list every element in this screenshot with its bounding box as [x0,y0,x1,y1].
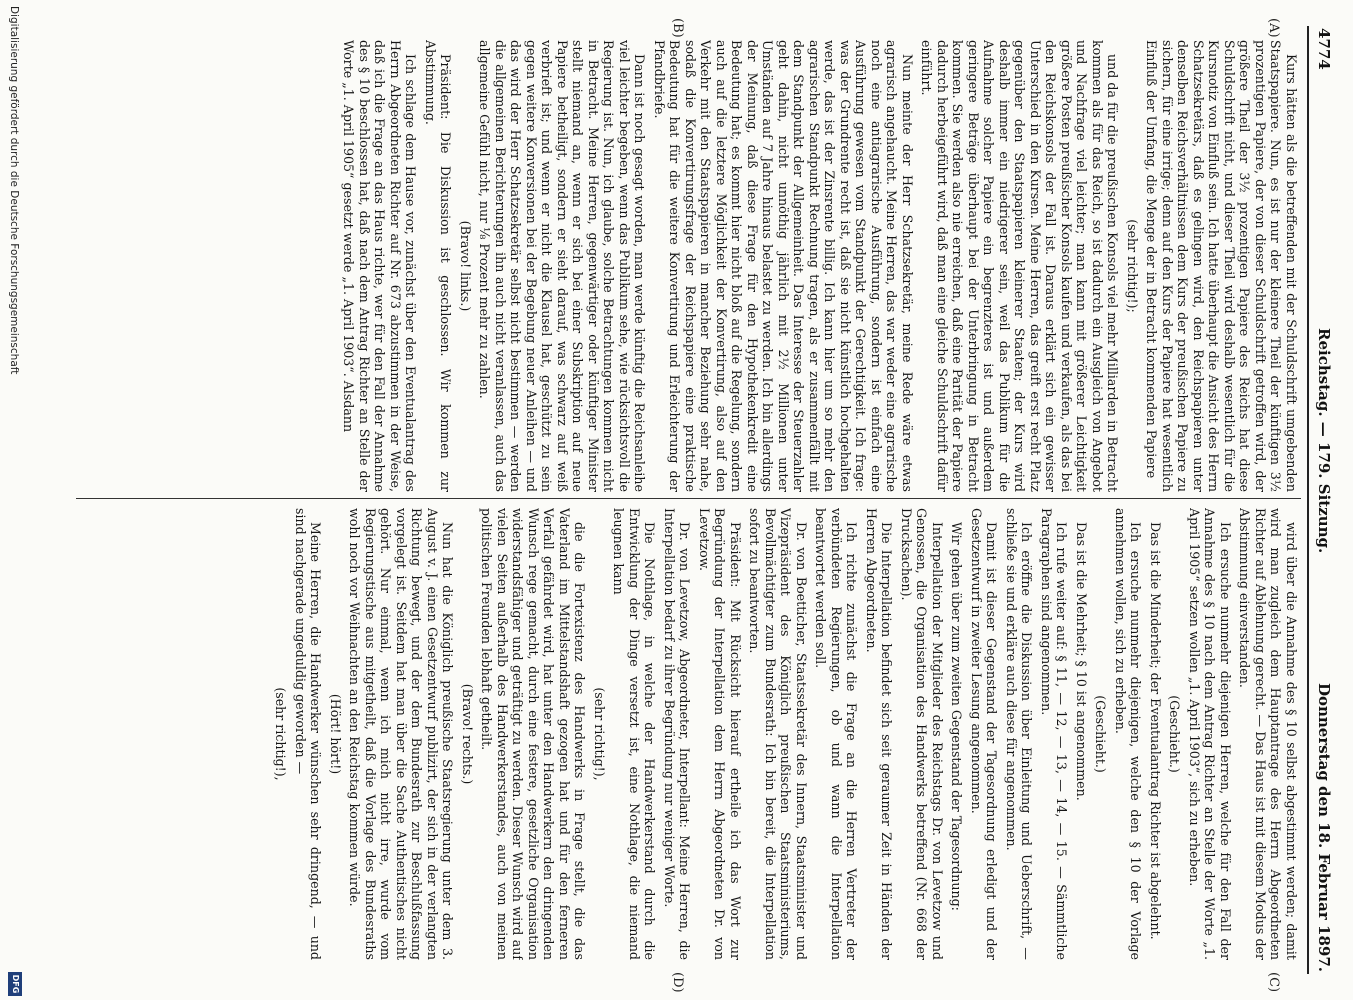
interjection: (Bravo! rechts.) [460,683,475,785]
agenda-item-heading: Interpellation der Mitglieder des Reichstags Dr. von Levetzow und Genossen, die Organisation des Handwerks betreffend (Nr. 668 der Drucksachen). [899,508,945,960]
paragraph: Die Nothlage, in welche der Handwerkerstand durch die Entwicklung der Dinge versetzt ist, eine Nothlage, die niemand leugnen kann [611,508,658,960]
right-column [79,508,1299,960]
margin-marker-a: (A) [1266,18,1281,38]
margin-marker-d: (D) [670,972,685,993]
paragraph: Dann ist noch gesagt worden, man werde künftig die Reichsanleihe viel leichter begeben, wenn das Publikum sehe, wie rücksichtsvoll die Regierung ist. Nun, ich glaube, solche Betrachtungen kommen nicht in Betracht. Meine Herren, gegenwärtiger oder künftiger Minister stellt niemand an, wenn er sich bei einer Subskription auf neue Papiere betheiligt, sondern er sieht darauf, was schwarz auf weiß verbrieft ist; und wenn er nicht die Klausel hat, geschützt zu sein gegen weitere Konversionen bei der Begebung neuer Anleihen — und das wird der Herr Schatzsekretär selbst nicht bestimmen — werden die allgemeinen Berichterungen ihn auch nicht veranlassen, auch das allgemeine Gefühl nicht, nur ⅛ Prozent mehr zu zahlen. [477,40,648,492]
paragraph: Ich eröffne die Diskussion über Einleitung und Ueberschrift, — schließe sie und erkläre auch diese für angenommen. [1004,508,1035,960]
paragraph: Dr. von Boetticher, Staatssekretär des Innern, Staatsminister und Vizepräsident des Königlich preußischen Staatsministeriums, Bevollmächtigter zum Bundesrath: Ich bin bereit, die Interpellation sofort zu beantworten. [747,508,809,960]
session-title: Reichstag. — 179. Sitzung. [1315,328,1333,554]
paragraph: Präsident: Mit Rücksicht hierauf ertheile ich das Wort zur Begründung der Interpellation dem Herrn Abgeordneten Dr. von Levetzow. [697,508,743,960]
column-divider [76,498,1301,499]
paragraph: Kurs hätten als die betreffenden mit der Schuldschrift umgebenden Staatspapiere. Nun, es ist nur der kleinere Theil der künftigen 3½ prozentigen Papiere, der von dieser Schuldschrift getroffen wird, der größere Theil der 3½ prozentigen Papiere des Reichs hat diese Schuldschrift nicht, und dieser Theil wird deshalb wesentlich für die Kursnotiz von Einfluß sein. Ich hatte überhaupt die Ansicht des Herrn Schatzsekretärs, daß es gelingen wird, den Reichspapieren unter denselben Reichsverhältnissen dem Kurs der preußischen Papiere zu sichern, für eine irrige; denn auf den Kurs der Papiere hat wesentlich Einfluß der Umfang, die Menge der in Betracht kommenden Papiere [1144,40,1299,492]
interjection: (sehr richtig!), [273,687,289,781]
page-number: 4774 [1315,28,1333,70]
margin-marker-c: (C) [1266,972,1281,993]
digitization-footer [3,0,25,1000]
left-column [79,40,1299,492]
interjection: (Geschieht.) [1093,695,1109,773]
interjection: (Bravo! links.) [458,220,473,312]
interjection: (sehr richtig!), [592,687,607,781]
paragraph: Dr. von Levetzow, Abgeordneter, Interpellant: Meine Herren, die Interpellation bedarf zu ihrer Begründung nur weniger Worte. [662,508,693,960]
dfg-logo: DFG [8,972,22,996]
interjection: (Geschieht.) [1167,695,1183,773]
funding-note: Digitalisierung gefördert durch die Deutsche Forschungsgemeinschaft [8,6,20,375]
paragraph: Meine Herren, die Handwerker wünschen sehr dringend, — und sind nachgerade ungeduldig geworden — [293,508,324,960]
paragraph: Präsident: Die Diskussion ist geschlossen. Wir kommen zur Abstimmung. [423,40,454,492]
margin-marker-b: (B) [670,18,685,38]
session-date: Donnerstag den 18. Februar 1897. [1315,682,1333,972]
interjection: (Hört! hört!) [328,693,343,775]
paragraph: Ich ersuche nunmehr diejenigen Herren, welche für den Fall der Annahme des § 10 nach dem Antrag Richter an Stelle der Worte „1. April 1905“ setzen wollen „1. April 1903“, sich zu erheben. [1187,508,1233,960]
paragraph: Wir gehen über zum zweiten Gegenstand der Tagesordnung: [949,522,965,911]
paragraph: Das ist die Mehrheit; § 10 ist angenommen. [1074,522,1089,801]
paragraph: Ich schlage dem Hause vor, zunächst über den Eventualantrag des Herrn Abgeordneten Richter auf Nr. 673 abzustimmen in der Weise, daß ich die Frage an das Haus richte, wer für den Fall der Annahme des § 10 beschlossen hat, daß nach dem Antrag Richter an Stelle der Worte „1. April 1905“ gesetzt werde „1. April 1903“. Alsdann [341,40,419,492]
paragraph: Ich richte zunächst die Frage an die Herren Vertreter der verbündeten Regierungen, ob und wann die Interpellation beantwortet werden soll. [813,508,860,960]
paragraph: Damit ist dieser Gegenstand der Tagesordnung erledigt und der Gesetzentwurf in zweiter Lesung angenommen. [969,508,1000,960]
header-rule [1307,26,1309,974]
paragraph: und da für die preußischen Konsols viel mehr Milliarden in Betracht kommen als für das Reich, so ist dadurch ein Ausgleich von Angebot und Nachfrage viel leichter; man kann mit größerer Leichtigkeit größere Posten preußischer Konsols kaufen und verkaufen, als das bei den Reichskonsols der Fall ist. Daraus erklärt sich ein gewisser Unterschied in den Kursen. Meine Herren, das greift erst recht Platz gegenüber den Staatspapieren kleinerer Staaten; der Kurs wird deshalb immer ein niedrigerer sein, weil das Publikum für die Aufnahme solcher Papiere ein begrenzteres ist und außerdem geringere Beträge überhaupt bei der Unterbringung in Betracht kommen. Sie werden also nie erreichen, daß eine Parität der Papiere dadurch herbeigeführt wird, daß man eine gleiche Schuldschrift dafür einführt. [919,40,1121,492]
paragraph: Nun hat die Königlich preußische Staatsregierung unter dem 3. August v. J. einen Gesetzentwurf publizirt, der sich in der verlangten Richtung bewegt, und der dem Bundesrath zur Beschlußfassung vorgelegt ist. Seitdem hat man über die Sache Authentisches nicht gehört. Nur einmal, wenn ich mich nicht irre, wurde vom Regierungstische aus mitgetheilt, daß die Vorlage des Bundesraths wohl noch vor Weihnachten an den Reichstag kommen würde. [347,508,456,960]
paragraph: die die Fortexistenz des Handwerks in Frage stellt, die das Vaterland im Mittelstandshaft gezogen hat und für den ferneren Verfall gefährdet wird, hat unter den Handwerkern den dringenden Wunsch rege gemacht, durch eine festere, gesetzliche Organisation widerstandsfähiger und geträftigt zu werden. Dieser Wunsch wird auf vielen Seiten außerhalb des Handwerkerstandes, auch von meinen politischen Freunden lebhaft getheilt. [479,508,588,960]
paragraph: wird über die Annahme des § 10 selbst abgestimmt werden; damit wird man zugleich dem Hauptantrage des Herrn Abgeordneten Richter auf Ablehnung gerecht. — Das Haus ist mit diesem Modus der Abstimmung einverstanden. [1237,508,1299,960]
paragraph: Die Interpellation befindet sich seit geraumer Zeit in Händen der Herren Abgeordneten. [864,508,895,960]
paragraph: Nun meinte der Herr Schatzsekretär, meine Rede wäre etwas agrarisch angehaucht. Meine Herren, das war weder eine agrarische noch eine antiagrarische Ausführung, sondern ist einfach eine Ausführung gewesen vom Standpunkt der Gerechtigkeit. Ich frage: was der Grundrente recht ist, daß sie nicht künstlich hochgehalten werde, das ist der Zinsrente billig. Ich kann hier um so mehr den agrarischen Standpunkt Rechnung tragen, als er zusammenfällt mit dem Standpunkt der Allgemeinheit. Das Interesse der Steuerzahler geht dahin, nicht unnöthig jährlich mit 2½ Millionen unter Umständen auf 7 Jahre hinaus belastet zu werden. Ich bin allerdings der Meinung, daß diese Frage für den Hypothekenkredit eine Bedeutung hat; es kommt hier nicht bloß auf die Regelung, sondern auch auf die letztere Möglichkeit der Konvertirung, also auf den Verkehr mit den Staatspapieren in mancher Beziehung sehr nahe, sodaß die Konvertirungsfrage der Reichspapiere eine praktische Bedeutung hat für die weitere Konvertirung und Erleichterung der Pfandbriefe. [652,40,915,492]
paragraph: Ich ersuche nunmehr diejenigen, welche den § 10 der Vorlage annehmen wollen, sich zu erheben. [1113,508,1144,960]
interjection: (sehr richtig!); [1125,219,1140,313]
page-header [1309,28,1335,972]
paragraph: Das ist die Minderheit; der Eventualantrag Richter ist abgelehnt. [1148,522,1163,940]
paragraph: Ich rufe weiter auf: § 11, — 12, — 13, — 14, — 15. — Sämmtliche Paragraphen sind angenommen. [1039,508,1070,960]
